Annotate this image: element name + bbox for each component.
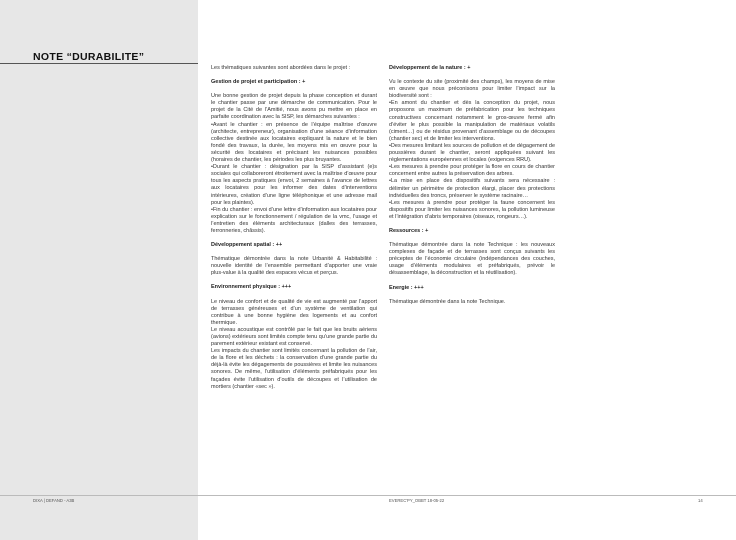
bullet-paragraph: •Des mesures limitant les sources de pollution et de dégagement de poussières durant le chantier, seront appliquées suivant les réglementations européennes et locales (exigences RRU). <box>389 142 555 164</box>
left-column <box>211 65 377 391</box>
paragraph: Les impacts du chantier sont limités concernant la pollution de l’air, de la flore et les déchets : la conservation d’une grande partie du déjà-là évite les dégagements de poussières et limite les nuisances sonores. De même, l’utilisation d’éléments préfabriqués pour les façades évite l’utilisation d’outils de découpes et l’utilisation de mortiers (chantier «sec »). <box>211 348 377 390</box>
bullet-paragraph: •En amont du chantier et dès la conception du projet, nous proposons un maximum de préfabrication pour les techniques constructives concernant notamment le gros-œuvre fermé afin d’éviter le plus possible la manipulation de matériaux volatils (ciment…) ou de résidus provenant d’assemblage ou de découpes (chantier sec) et de limiter les interventions. <box>389 100 555 142</box>
bullet-paragraph: •Les mesures à prendre pour protéger la flore en cours de chantier concernent entre autres la préservation des arbres. <box>389 164 555 178</box>
paragraph: Thématique démontrée dans la note Technique. <box>389 298 506 305</box>
footer-divider <box>0 495 736 496</box>
section-heading-ressources: Ressources : + <box>389 227 429 234</box>
footer-credits: DIXA | DEFAND - A3B <box>33 498 75 503</box>
section-heading-nature: Développement de la nature : + <box>389 65 471 71</box>
section-heading-gestion: Gestion de projet et participation : + <box>211 79 306 86</box>
bullet-paragraph: •Fin du chantier : envoi d’une lettre d’information aux locataires pour explication sur le fonctionnement / régulation de la vmc, l’usage et l’entretien des éléments architecturaux (dalles des terrasses, ferronneries, châssis). <box>211 206 377 234</box>
bullet-paragraph: •La mise en place des dispositifs suivants sera nécessaire : délimiter un périmètre de protection élargi, placer des protections individuelles des troncs, préserver le système racinaire… <box>389 178 555 199</box>
page-title: NOTE “DURABILITE” <box>33 51 145 63</box>
title-underline <box>0 63 198 64</box>
paragraph: Vu le contexte du site (proximité des champs), les moyens de mise en œuvre que nous préconisons pour limiter l’impact sur la biodiversité sont : <box>389 79 555 100</box>
paragraph: Le niveau de confort et de qualité de vie est augmenté par l’apport de terrasses généreuses et d’un système de ventilation qui contribue à une bonne hygiène des logements et au confort thermique. <box>211 298 377 326</box>
bullet-paragraph: •Avant le chantier : en présence de l’équipe maîtrise d’œuvre (architecte, entrepreneur), organisation d’une séance d’information collective destinée aux locataires expliquant la nature et le bien fondé des travaux, la durée, les moyens mis en œuvre pour la sécurité des locataires et précisant les nuisances possibles (horaires de chantier, les périodes les plus bruyantes. <box>211 121 377 164</box>
page-number: 14 <box>698 498 703 503</box>
paragraph: Le niveau acoustique est contrôlé par le fait que les bruits aériens (avions) extérieurs sont limités compte tenu qu’une grande partie du parement extérieur existant est conservé. <box>211 326 377 348</box>
right-column <box>389 65 555 306</box>
bullet-paragraph: •Les mesures à prendre pour protéger la faune concernent les dispositifs pour limiter les nuisances sonores, la pollution lumineuse et l’intégration d’abris temporaires (oiseaux, rongeurs…). <box>389 199 555 220</box>
paragraph: Une bonne gestion de projet depuis la phase conception et durant le chantier passe par une démarche de communication. Pour le projet de la Cité de l’Amitié, nous avons pu mettre en place en parfaite coordination avec la SISP, les démarches suivantes : <box>211 93 377 121</box>
footer-document-ref: EVEREC'PY_OBBT 18-05-22 <box>389 498 445 503</box>
sidebar-panel <box>0 0 198 540</box>
section-heading-spatial: Développement spatial : ++ <box>211 242 283 249</box>
bullet-paragraph: •Durant le chantier : désignation par la SISP d’assistant (e)s sociales qui collaboreront étroitement avec la maîtrise d’œuvre pour tous les aspects pratiques (envoi, 2 semaines à l’avance de lettres aux locataires pour les informer des dates d’interventions intérieures, création d’une ligne téléphonique et une adresse mail pour les plaintes). <box>211 164 377 206</box>
section-heading-environnement: Environnement physique : +++ <box>211 284 292 291</box>
section-heading-energie: Energie : +++ <box>389 284 424 291</box>
intro-text: Les thématiques suivantes sont abordées dans le projet : <box>211 65 351 71</box>
paragraph: Thématique démontrée dans la note Urbanité & Habitabilité : nouvelle identité de l’ensemble permettant d’apporter une vraie plus-value à la qualité des espaces vécus et perçus. <box>211 256 377 277</box>
paragraph: Thématique démontrée dans la note Technique : les nouveaux complexes de façade et de terrasses sont conçus suivants les préceptes de l’économie circulaire (indépendances des couches, usage d’éléments modulaires et préfabriqués, prévoir le désassemblage, la déconstruction et la réutilisation). <box>389 242 555 277</box>
